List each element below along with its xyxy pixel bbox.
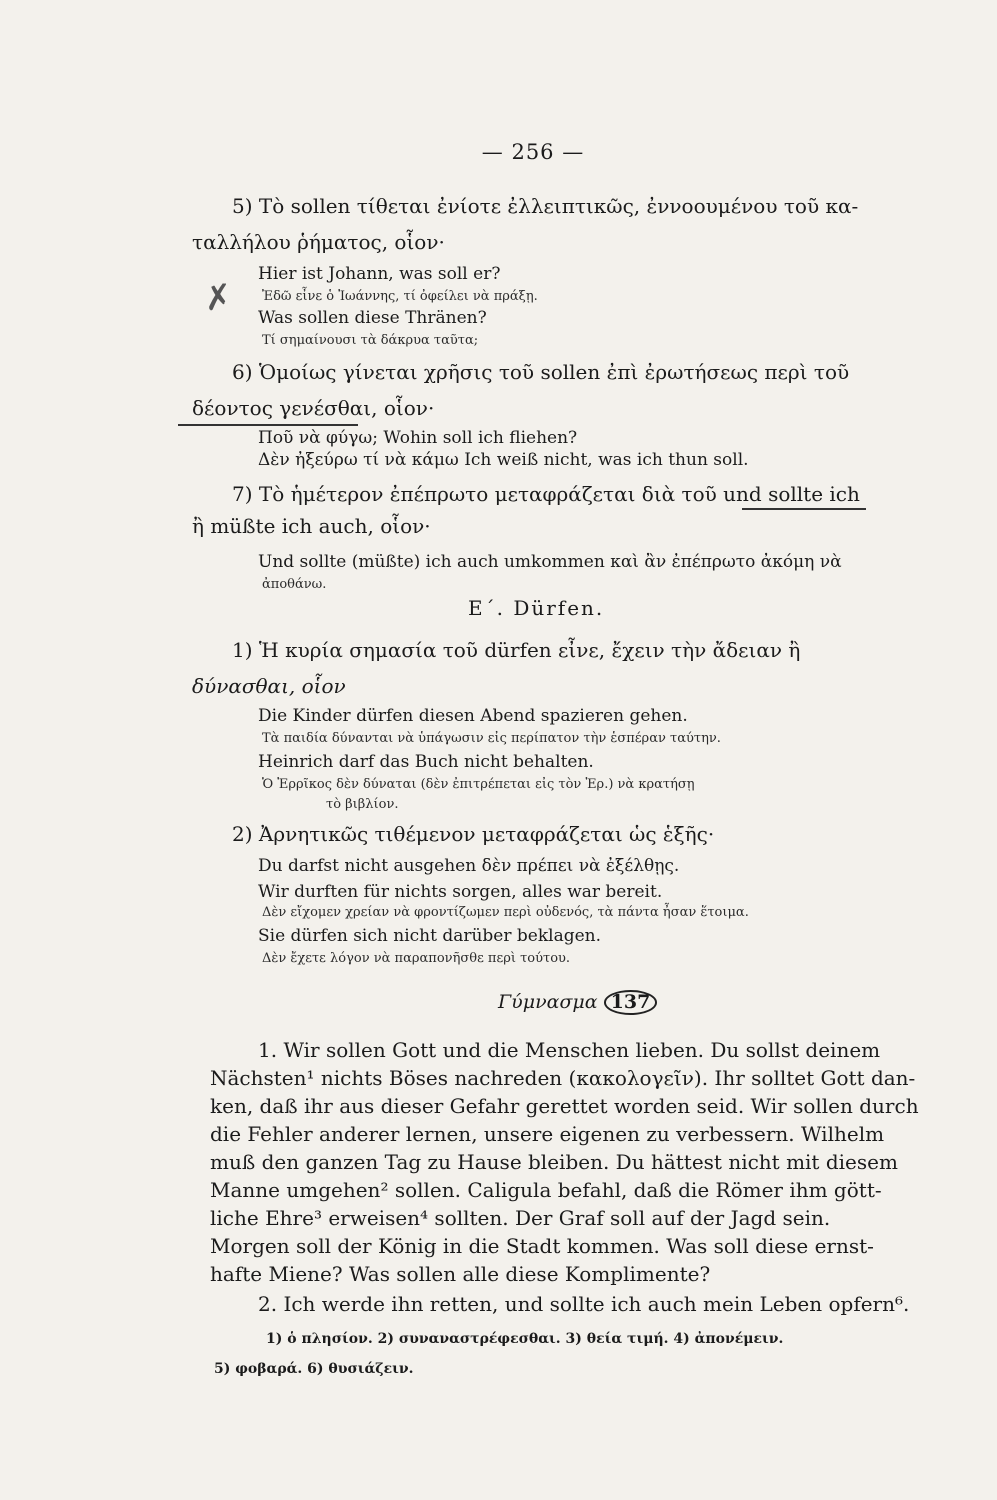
exercise-heading — [498, 990, 657, 1015]
section-6-example-1: Ποῦ νὰ φύγω; Wohin soll ich fliehen? — [258, 428, 578, 448]
exercise-line: Manne umgehen² sollen. Caligula befahl, daß die Römer ihm gött- — [210, 1178, 882, 1202]
durfen-2-example-3-greek: Δὲν ἔχετε λόγον νὰ παραπονῆσθε περὶ τούτου. — [262, 951, 571, 966]
section-7-line-1: 7) Τὸ ἡμέτερον ἐπέπρωτο μεταφράζεται διὰ τοῦ und sollte ich — [232, 482, 860, 506]
section-7-example-1-continued: ἀποθάνω. — [262, 577, 327, 592]
section-5-example-1-greek: Ἐδῶ εἶνε ὁ Ἰωάννης, τί ὀφείλει νὰ πράξῃ. — [262, 289, 538, 304]
exercise-line: 2. Ich werde ihn retten, und sollte ich auch mein Leben opfern⁶. — [258, 1292, 910, 1316]
durfen-1-example-1-german: Die Kinder dürfen diesen Abend spazieren gehen. — [258, 706, 688, 726]
section-5-line-1: 5) Τὸ sollen τίθεται ἐνίοτε ἐλλειπτικῶς, ἐννοουμένου τοῦ κα- — [232, 194, 859, 218]
section-5-example-2-german: Was sollen diese Thränen? — [258, 308, 487, 328]
exercise-line: ken, daß ihr aus dieser Gefahr gerettet worden seid. Wir sollen durch — [210, 1094, 919, 1118]
durfen-2-example-1: Du darfst nicht ausgehen δὲν πρέπει νὰ ἐξέλθῃς. — [258, 856, 680, 876]
section-6-underline — [178, 424, 358, 426]
exercise-line: liche Ehre³ erweisen⁴ sollten. Der Graf soll auf der Jagd sein. — [210, 1206, 831, 1230]
durfen-1-line-1: 1) Ἡ κυρία σημασία τοῦ dürfen εἶνε, ἔχειν τὴν ἄδειαν ἢ — [232, 638, 801, 662]
durfen-1-example-2-greek: Ὁ Ἐρρῖκος δὲν δύναται (δὲν ἐπιτρέπεται εἰς τὸν Ἐρ.) νὰ κρατήσῃ — [262, 777, 695, 792]
exercise-line: 1. Wir sollen Gott und die Menschen lieben. Du sollst deinem — [258, 1038, 881, 1062]
section-6-line-1: 6) Ὁμοίως γίνεται χρῆσις τοῦ sollen ἐπὶ ἐρωτήσεως περὶ τοῦ — [232, 360, 850, 384]
section-7-line-2: ἢ müßte ich auch, οἷον· — [192, 514, 431, 538]
durfen-1-line-2: δύνασθαι, οἷον — [192, 674, 346, 698]
section-5-example-1-german: Hier ist Johann, was soll er? — [258, 264, 501, 284]
durfen-1-example-2-german: Heinrich darf das Buch nicht behalten. — [258, 752, 594, 772]
exercise-heading-label: Γύμνασμα — [498, 991, 598, 1013]
exercise-number-circle: 137 — [604, 990, 658, 1015]
section-6-example-2: Δὲν ἠξεύρω τί νὰ κάμω Ich weiß nicht, was ich thun soll. — [258, 450, 749, 470]
durfen-2-example-3-german: Sie dürfen sich nicht darüber beklagen. — [258, 926, 602, 946]
section-7-underline — [742, 508, 866, 510]
durfen-2-example-2-german: Wir durften für nichts sorgen, alles war bereit. — [258, 882, 663, 902]
page-number: — 256 — — [481, 140, 585, 164]
exercise-line: die Fehler anderer lernen, unsere eigenen zu verbessern. Wilhelm — [210, 1122, 885, 1146]
margin-cross-mark: ✗ — [201, 276, 236, 320]
durfen-1-example-1-greek: Τὰ παιδία δύνανται νὰ ὑπάγωσιν εἰς περίπατον τὴν ἑσπέραν ταύτην. — [262, 731, 721, 746]
durfen-2-line-1: 2) Ἀρνητικῶς τιθέμενον μεταφράζεται ὡς ἑξῆς· — [232, 822, 715, 846]
section-6-line-2: δέοντος γενέσθαι, οἷον· — [192, 396, 435, 420]
exercise-line: Nächsten¹ nichts Böses nachreden (κακολογεῖν). Ihr solltet Gott dan- — [210, 1066, 916, 1090]
section-7-example-1: Und sollte (müßte) ich auch umkommen καὶ ἂν ἐπέπρωτο ἀκόμη νὰ — [258, 552, 842, 572]
subheading-durfen: Ε΄. Dürfen. — [468, 596, 605, 620]
durfen-1-example-2-greek-continued: τὸ βιβλίον. — [326, 797, 399, 812]
exercise-line: hafte Miene? Was sollen alle diese Komplimente? — [210, 1262, 711, 1286]
footnotes-line-1: 1) ὁ πλησίον. 2) συναναστρέφεσθαι. 3) θεία τιμή. 4) ἀπονέμειν. — [266, 1331, 784, 1347]
section-5-line-2: ταλλήλου ῥήματος, οἷον· — [192, 230, 445, 254]
footnotes-line-2: 5) φοβαρά. 6) θυσιάζειν. — [214, 1361, 414, 1377]
durfen-2-example-2-greek: Δὲν εἴχομεν χρείαν νὰ φροντίζωμεν περὶ οὐδενός, τὰ πάντα ἦσαν ἕτοιμα. — [262, 905, 749, 920]
section-5-example-2-greek: Τί σημαίνουσι τὰ δάκρυα ταῦτα; — [262, 333, 479, 348]
exercise-line: muß den ganzen Tag zu Hause bleiben. Du hättest nicht mit diesem — [210, 1150, 898, 1174]
exercise-line: Morgen soll der König in die Stadt kommen. Was soll diese ernst- — [210, 1234, 874, 1258]
